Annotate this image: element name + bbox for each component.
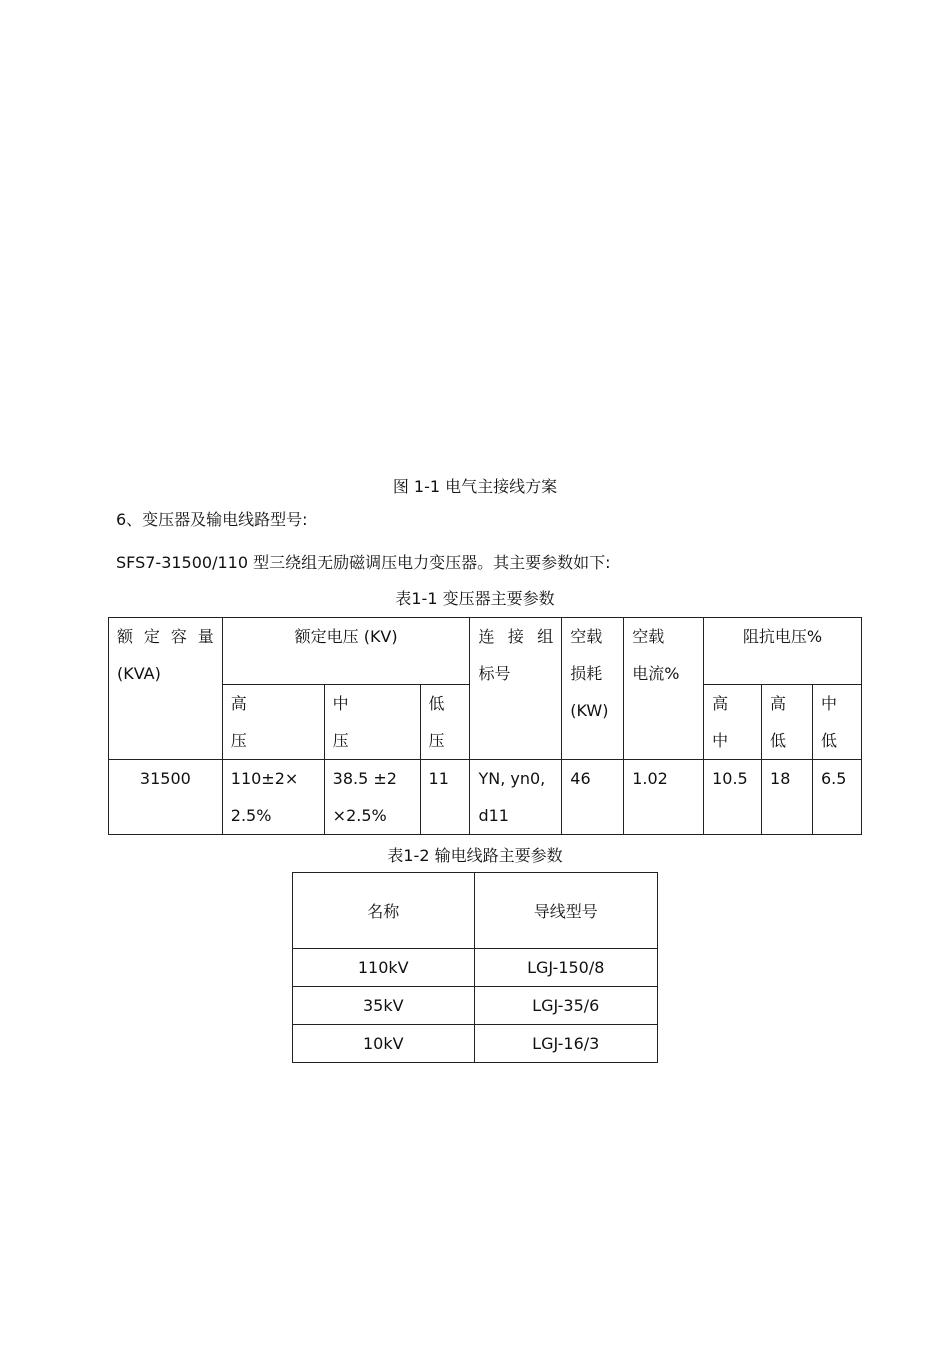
table-row	[109, 760, 862, 835]
cell-hm: 10.5	[704, 760, 762, 835]
cell-noload-loss: 46	[562, 760, 624, 835]
table1-caption: 表1-1 变压器主要参数	[395, 589, 555, 608]
table-row	[293, 949, 658, 987]
header-ml: 中 低	[812, 685, 861, 760]
cell-conductor: LGJ-16/3	[474, 1025, 658, 1063]
transformer-params-table	[108, 617, 862, 835]
header-impedance: 阻抗电压%	[704, 618, 862, 685]
cell-name: 35kV	[293, 987, 475, 1025]
table-row	[293, 1025, 658, 1063]
cell-lv: 11	[420, 760, 470, 835]
cell-mv: 38.5 ±2 ×2.5%	[324, 760, 420, 835]
table2-caption: 表1-2 输电线路主要参数	[387, 846, 563, 865]
cell-capacity: 31500	[109, 760, 223, 835]
cell-hl: 18	[762, 760, 813, 835]
header-conductor-type: 导线型号	[474, 873, 658, 949]
line-params-table	[292, 872, 658, 1063]
table-row	[293, 987, 658, 1025]
header-hl: 高 低	[762, 685, 813, 760]
header-lv: 低 压	[420, 685, 470, 760]
intro-paragraph: SFS7-31500/110 型三绕组无励磁调压电力变压器。其主要参数如下:	[116, 553, 611, 572]
cell-name: 110kV	[293, 949, 475, 987]
header-mv: 中 压	[324, 685, 420, 760]
section-heading: 6、变压器及输电线路型号:	[116, 510, 308, 529]
header-hv: 高 压	[222, 685, 324, 760]
header-connection: 连 接 组 标号	[470, 618, 562, 760]
cell-ml: 6.5	[812, 760, 861, 835]
cell-connection: YN, yn0, d11	[470, 760, 562, 835]
header-hm: 高 中	[704, 685, 762, 760]
figure-caption: 图 1-1 电气主接线方案	[392, 477, 558, 496]
cell-conductor: LGJ-150/8	[474, 949, 658, 987]
header-name: 名称	[293, 873, 475, 949]
header-rated-voltage: 额定电压 (KV)	[222, 618, 470, 685]
header-noload-loss: 空载 损耗 (KW)	[562, 618, 624, 760]
header-noload-current: 空载 电流%	[624, 618, 704, 760]
header-capacity: 额 定 容 量 (KVA)	[109, 618, 223, 760]
cell-name: 10kV	[293, 1025, 475, 1063]
cell-hv: 110±2× 2.5%	[222, 760, 324, 835]
cell-conductor: LGJ-35/6	[474, 987, 658, 1025]
cell-noload-current: 1.02	[624, 760, 704, 835]
